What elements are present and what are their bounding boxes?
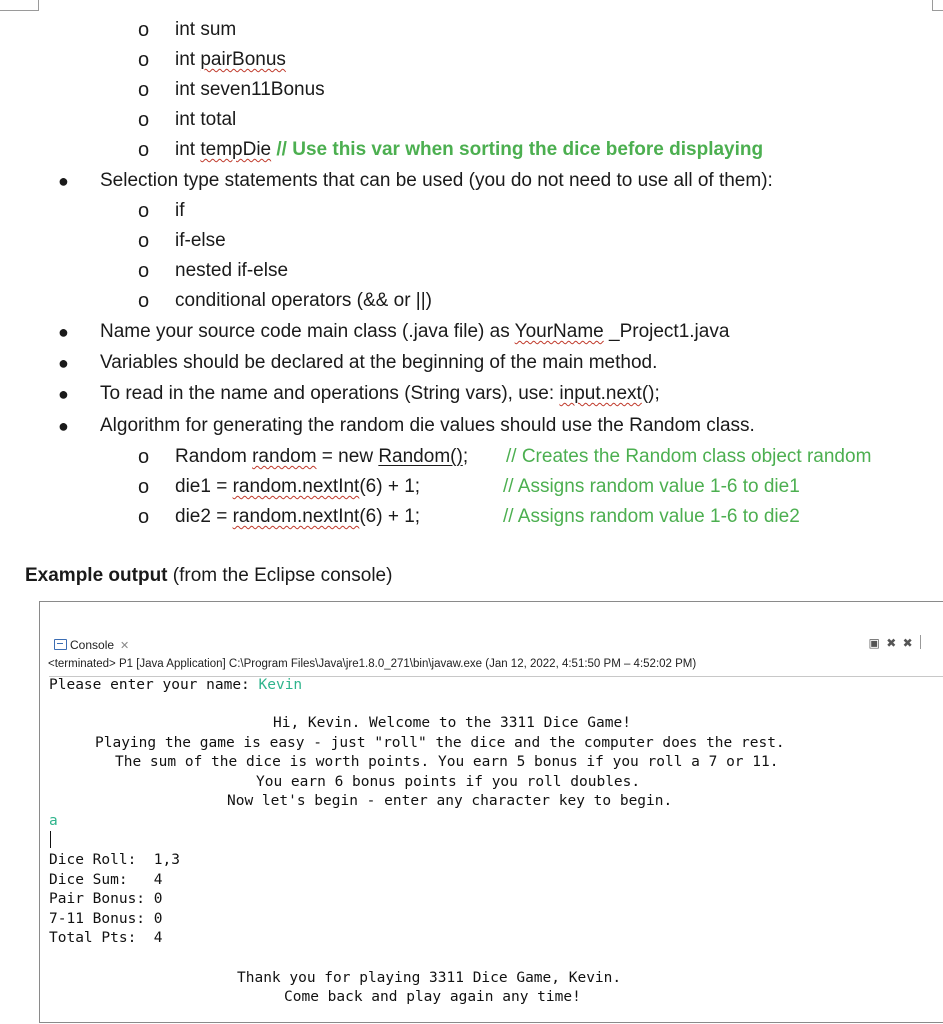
code-comment: // Assigns random value 1-6 to die1 xyxy=(503,476,800,497)
list-item-text: Selection type statements that can be used (you do not need to use all of them): xyxy=(100,170,773,191)
circle-bullet-icon: o xyxy=(138,230,150,252)
console-prompt-line: Please enter your name: Kevin xyxy=(49,677,303,693)
code-comment: // Assigns random value 1-6 to die2 xyxy=(503,506,800,527)
close-icon[interactable]: ✕ xyxy=(120,640,130,652)
circle-bullet-icon: o xyxy=(138,79,150,101)
bullet-icon: ● xyxy=(58,322,69,342)
list-item-text: int total xyxy=(175,109,237,130)
console-line: Hi, Kevin. Welcome to the 3311 Dice Game! xyxy=(273,715,631,731)
bullet-icon: ● xyxy=(58,353,69,373)
page-corner-mark-left xyxy=(0,0,39,11)
console-line: 7-11 Bonus: 0 xyxy=(49,911,163,927)
code-comment: // Use this var when sorting the dice before displaying xyxy=(276,139,764,160)
console-line: Total Pts: 4 xyxy=(49,930,163,946)
spellcheck-word: pairBonus xyxy=(200,49,286,70)
remove-launch-icon[interactable]: ✖ xyxy=(886,636,897,650)
spellcheck-word: tempDie xyxy=(200,139,272,160)
list-item-text: if xyxy=(175,200,185,221)
console-line: Thank you for playing 3311 Dice Game, Kevin. xyxy=(237,970,622,986)
console-line: Pair Bonus: 0 xyxy=(49,891,163,907)
terminated-status: <terminated> P1 [Java Application] C:\Program Files\Java\jre1.8.0_271\bin\javaw.exe (Jan 12, 2022, 4:51:50 PM – 4:52:02 PM) xyxy=(48,658,697,670)
console-line: You earn 6 bonus points if you roll doubles. xyxy=(256,774,641,790)
circle-bullet-icon: o xyxy=(138,260,150,282)
list-item-text: nested if-else xyxy=(175,260,289,281)
remove-all-launches-icon[interactable]: ✖ xyxy=(902,636,913,650)
console-header xyxy=(40,602,943,654)
console-icon xyxy=(54,639,67,650)
list-item-text: Algorithm for generating the random die values should use the Random class. xyxy=(100,415,755,436)
spellcheck-word: YourName xyxy=(514,321,604,342)
console-line: Dice Roll: 1,3 xyxy=(49,852,180,868)
example-output-heading: Example output (from the Eclipse console) xyxy=(25,565,393,586)
toolbar-divider xyxy=(920,635,921,649)
list-item-text: if-else xyxy=(175,230,226,251)
console-line: Come back and play again any time! xyxy=(284,989,581,1005)
circle-bullet-icon: o xyxy=(138,139,150,161)
bullet-icon: ● xyxy=(58,384,69,404)
console-user-input: Kevin xyxy=(258,677,303,693)
console-line: Playing the game is easy - just "roll" the dice and the computer does the rest. xyxy=(95,735,785,751)
console-line: The sum of the dice is worth points. You earn 5 bonus if you roll a 7 or 11. xyxy=(115,754,779,770)
eclipse-console xyxy=(39,601,943,1023)
bullet-icon: ● xyxy=(58,416,69,436)
list-item-text: conditional operators (&& or ||) xyxy=(175,290,432,311)
bullet-icon: ● xyxy=(58,171,69,191)
terminate-icon[interactable]: ▣ xyxy=(868,636,880,650)
circle-bullet-icon: o xyxy=(138,446,150,468)
circle-bullet-icon: o xyxy=(138,506,150,528)
code-comment: // Creates the Random class object random xyxy=(506,446,872,467)
list-item-text: int sum xyxy=(175,19,237,40)
list-item-text: Variables should be declared at the beginning of the main method. xyxy=(100,352,658,373)
console-toolbar xyxy=(866,635,922,650)
circle-bullet-icon: o xyxy=(138,49,150,71)
console-line: Dice Sum: 4 xyxy=(49,872,163,888)
circle-bullet-icon: o xyxy=(138,290,150,312)
console-user-input: a xyxy=(49,813,58,829)
circle-bullet-icon: o xyxy=(138,19,150,41)
text-cursor xyxy=(50,831,51,848)
console-line: Now let's begin - enter any character key to begin. xyxy=(227,793,673,809)
list-item-text: int seven11Bonus xyxy=(175,79,325,100)
circle-bullet-icon: o xyxy=(138,109,150,131)
page-corner-mark-right xyxy=(932,0,943,11)
circle-bullet-icon: o xyxy=(138,200,150,222)
tab-console[interactable]: Console ✕ xyxy=(54,638,129,652)
spellcheck-word: input.next xyxy=(559,383,642,404)
circle-bullet-icon: o xyxy=(138,476,150,498)
